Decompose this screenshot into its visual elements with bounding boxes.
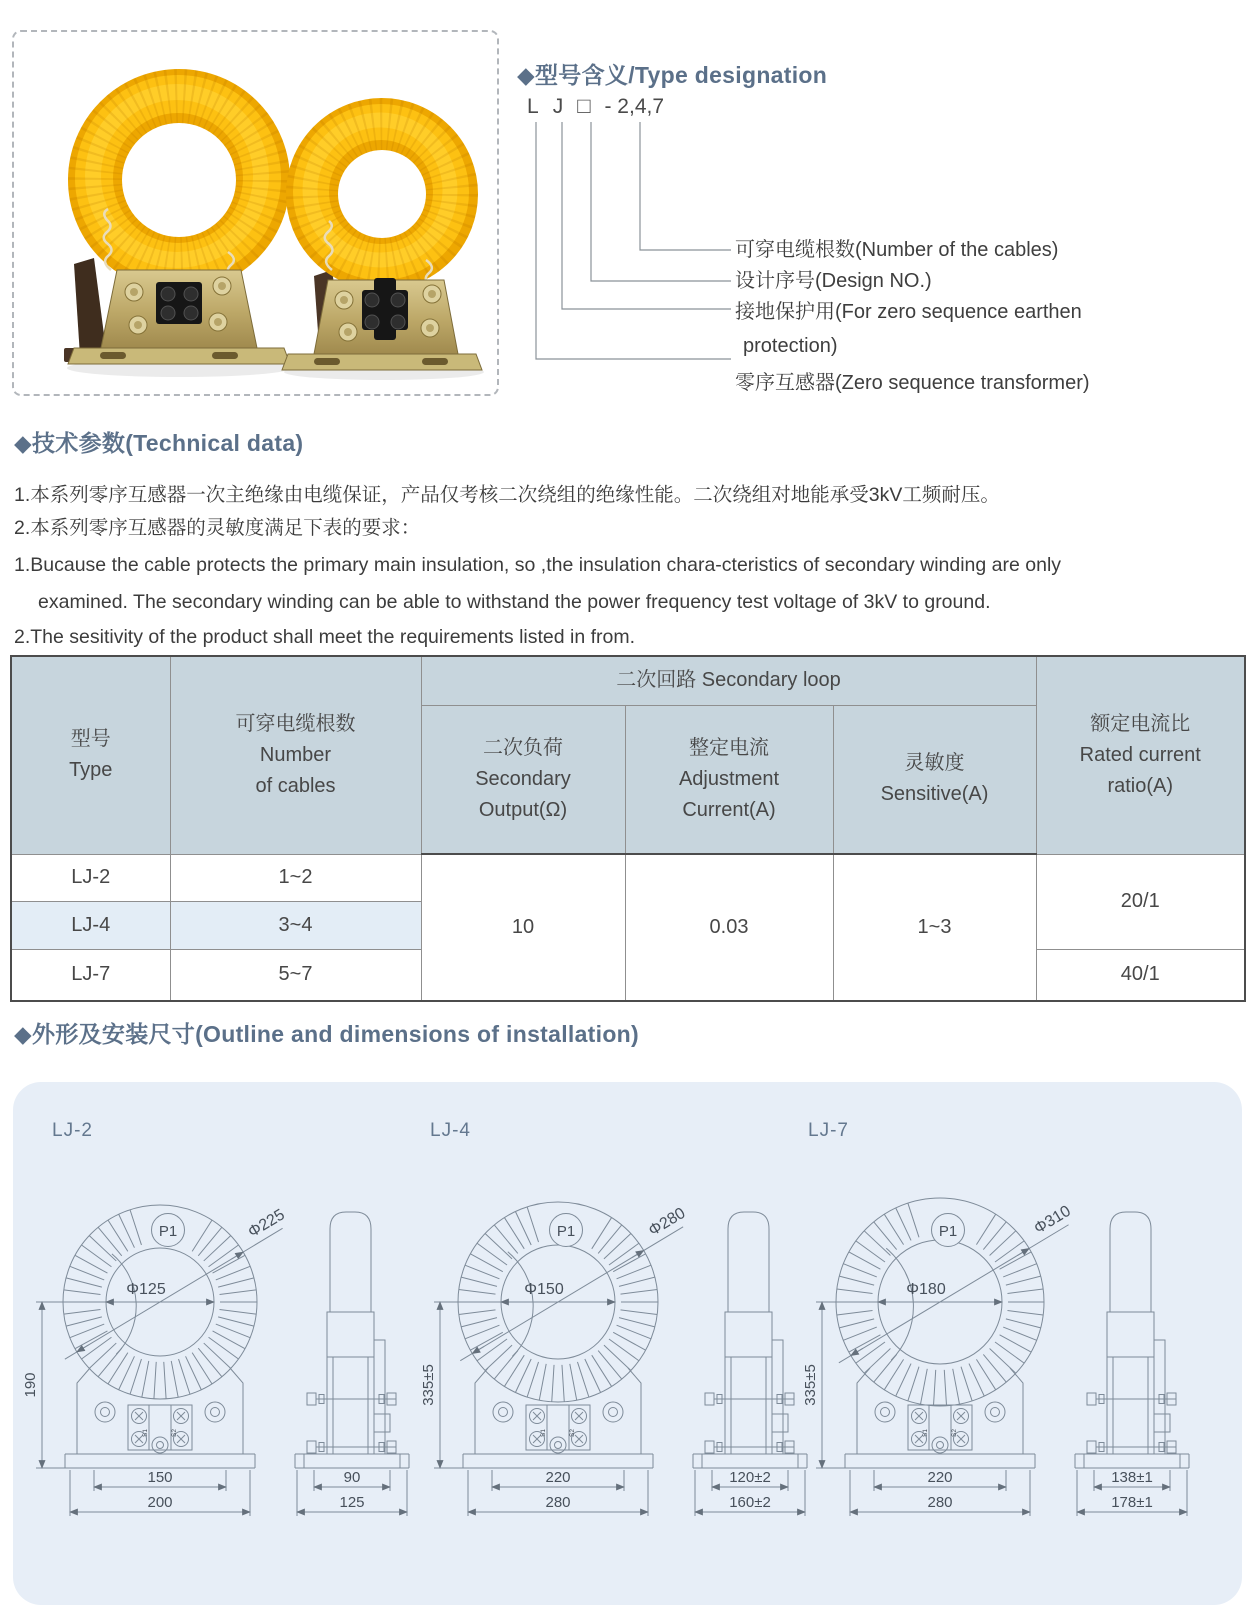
- code-box-placeholder: □: [577, 93, 591, 118]
- technical-line-zh2: 2.本系列零序互感器的灵敏度满足下表的要求：: [14, 517, 421, 539]
- cell-ratio-bottom: 40/1: [1036, 949, 1245, 1001]
- technical-line-en2: examined. The secondary winding can be able to withstand the power frequency test voltage of 3kV to ground.: [38, 591, 991, 613]
- designation-label-zero: 零序互感器(Zero sequence transformer): [735, 372, 1090, 394]
- drawing-LJ-4: [420, 1202, 807, 1516]
- cell-cables: 3~4: [170, 901, 421, 949]
- technical-line-en3: 2.The sesitivity of the product shall meet the requirements listed in from.: [14, 626, 636, 648]
- designation-label-cables: 可穿电缆根数(Number of the cables): [735, 239, 1059, 261]
- cell-type: LJ-7: [11, 949, 170, 1001]
- svg-text:220: 220: [545, 1469, 571, 1486]
- svg-text:S1: S1: [540, 1429, 547, 1437]
- col-header-sensitive: 灵敏度 Sensitive(A): [833, 705, 1036, 854]
- type-designation-title: ◆型号含义/Type designation: [517, 62, 828, 88]
- svg-text:S2: S2: [951, 1429, 958, 1437]
- svg-text:P1: P1: [556, 1223, 576, 1240]
- code-letter-l: L: [527, 95, 539, 118]
- col-header-ratio: 额定电流比 Rated current ratio(A): [1036, 656, 1245, 854]
- svg-text:190: 190: [22, 1372, 39, 1398]
- technical-line-zh1: 1.本系列零序互感器一次主绝缘由电缆保证，产品仅考核二次绕组的绝缘性能。二次绕组对地能承受3kV工频耐压。: [14, 484, 1000, 506]
- designation-label-earth-2: protection): [743, 335, 838, 357]
- drawing-LJ-7: [802, 1198, 1189, 1516]
- svg-text:150: 150: [147, 1469, 173, 1486]
- col-header-secondary-output: 二次负荷 Secondary Output(Ω): [421, 705, 625, 854]
- svg-text:335±5: 335±5: [802, 1364, 819, 1406]
- cell-sensitive: 1~3: [833, 854, 1036, 1001]
- svg-text:Φ180: Φ180: [906, 1281, 946, 1298]
- col-header-adjustment-current: 整定电流 Adjustment Current(A): [625, 705, 833, 854]
- svg-text:120±2: 120±2: [729, 1469, 771, 1486]
- svg-text:178±1: 178±1: [1111, 1494, 1153, 1511]
- designation-label-earth-1: 接地保护用(For zero sequence earthen: [735, 301, 1082, 323]
- svg-text:S1: S1: [922, 1429, 929, 1437]
- diagram-label-lj7: LJ-7: [808, 1120, 849, 1141]
- technical-parameters-table: [10, 655, 1246, 1002]
- svg-text:220: 220: [927, 1469, 953, 1486]
- transformer-right: [282, 120, 484, 380]
- svg-text:S2: S2: [171, 1429, 178, 1437]
- col-header-secondary-loop: 二次回路 Secondary loop: [421, 656, 1036, 705]
- svg-text:200: 200: [147, 1494, 173, 1511]
- outline-title: ◆外形及安装尺寸(Outline and dimensions of installation): [14, 1021, 639, 1047]
- code-suffix: - 2,4,7: [604, 95, 665, 118]
- diagram-label-lj2: LJ-2: [52, 1120, 93, 1141]
- cell-adjustment-current: 0.03: [625, 854, 833, 1001]
- svg-text:90: 90: [343, 1469, 361, 1486]
- designation-label-design: 设计序号(Design NO.): [735, 270, 932, 292]
- cell-cables: 5~7: [170, 949, 421, 1001]
- diagram-label-lj4: LJ-4: [430, 1120, 471, 1141]
- svg-text:Φ150: Φ150: [524, 1281, 564, 1298]
- outline-panel: [13, 1082, 1242, 1605]
- svg-text:160±2: 160±2: [729, 1494, 771, 1511]
- svg-text:Φ225: Φ225: [245, 1206, 288, 1242]
- svg-text:Φ280: Φ280: [645, 1204, 689, 1240]
- svg-text:335±5: 335±5: [420, 1364, 437, 1406]
- product-photo: [14, 32, 497, 390]
- product-photo-frame: [12, 30, 499, 396]
- svg-text:280: 280: [927, 1494, 953, 1511]
- svg-text:Φ125: Φ125: [126, 1281, 166, 1298]
- svg-text:125: 125: [339, 1494, 365, 1511]
- cell-secondary-output: 10: [421, 854, 625, 1001]
- col-header-cables: 可穿电缆根数 Number of cables: [170, 656, 421, 854]
- transformer-left: [64, 92, 291, 377]
- svg-text:Φ310: Φ310: [1031, 1202, 1074, 1238]
- cell-ratio-top: 20/1: [1036, 854, 1245, 949]
- cell-type: LJ-4: [11, 901, 170, 949]
- svg-text:280: 280: [545, 1494, 571, 1511]
- code-letter-j: J: [552, 95, 564, 118]
- svg-text:P1: P1: [938, 1223, 958, 1240]
- technical-line-en1: 1.Bucause the cable protects the primary main insulation, so ,the insulation chara-cteristics of secondary winding are only: [14, 554, 1062, 576]
- col-header-type: 型号 Type: [11, 656, 170, 854]
- type-designation-code: [527, 93, 664, 119]
- svg-text:138±1: 138±1: [1111, 1469, 1153, 1486]
- cell-type: LJ-2: [11, 854, 170, 901]
- svg-text:P1: P1: [158, 1223, 178, 1240]
- svg-text:S1: S1: [142, 1429, 149, 1437]
- table-row: [11, 854, 1245, 901]
- svg-text:S2: S2: [569, 1429, 576, 1437]
- dimension-drawings: [13, 1082, 1242, 1605]
- drawing-LJ-2: [22, 1205, 409, 1516]
- technical-data-title: ◆技术参数(Technical data): [14, 430, 304, 456]
- cell-cables: 1~2: [170, 854, 421, 901]
